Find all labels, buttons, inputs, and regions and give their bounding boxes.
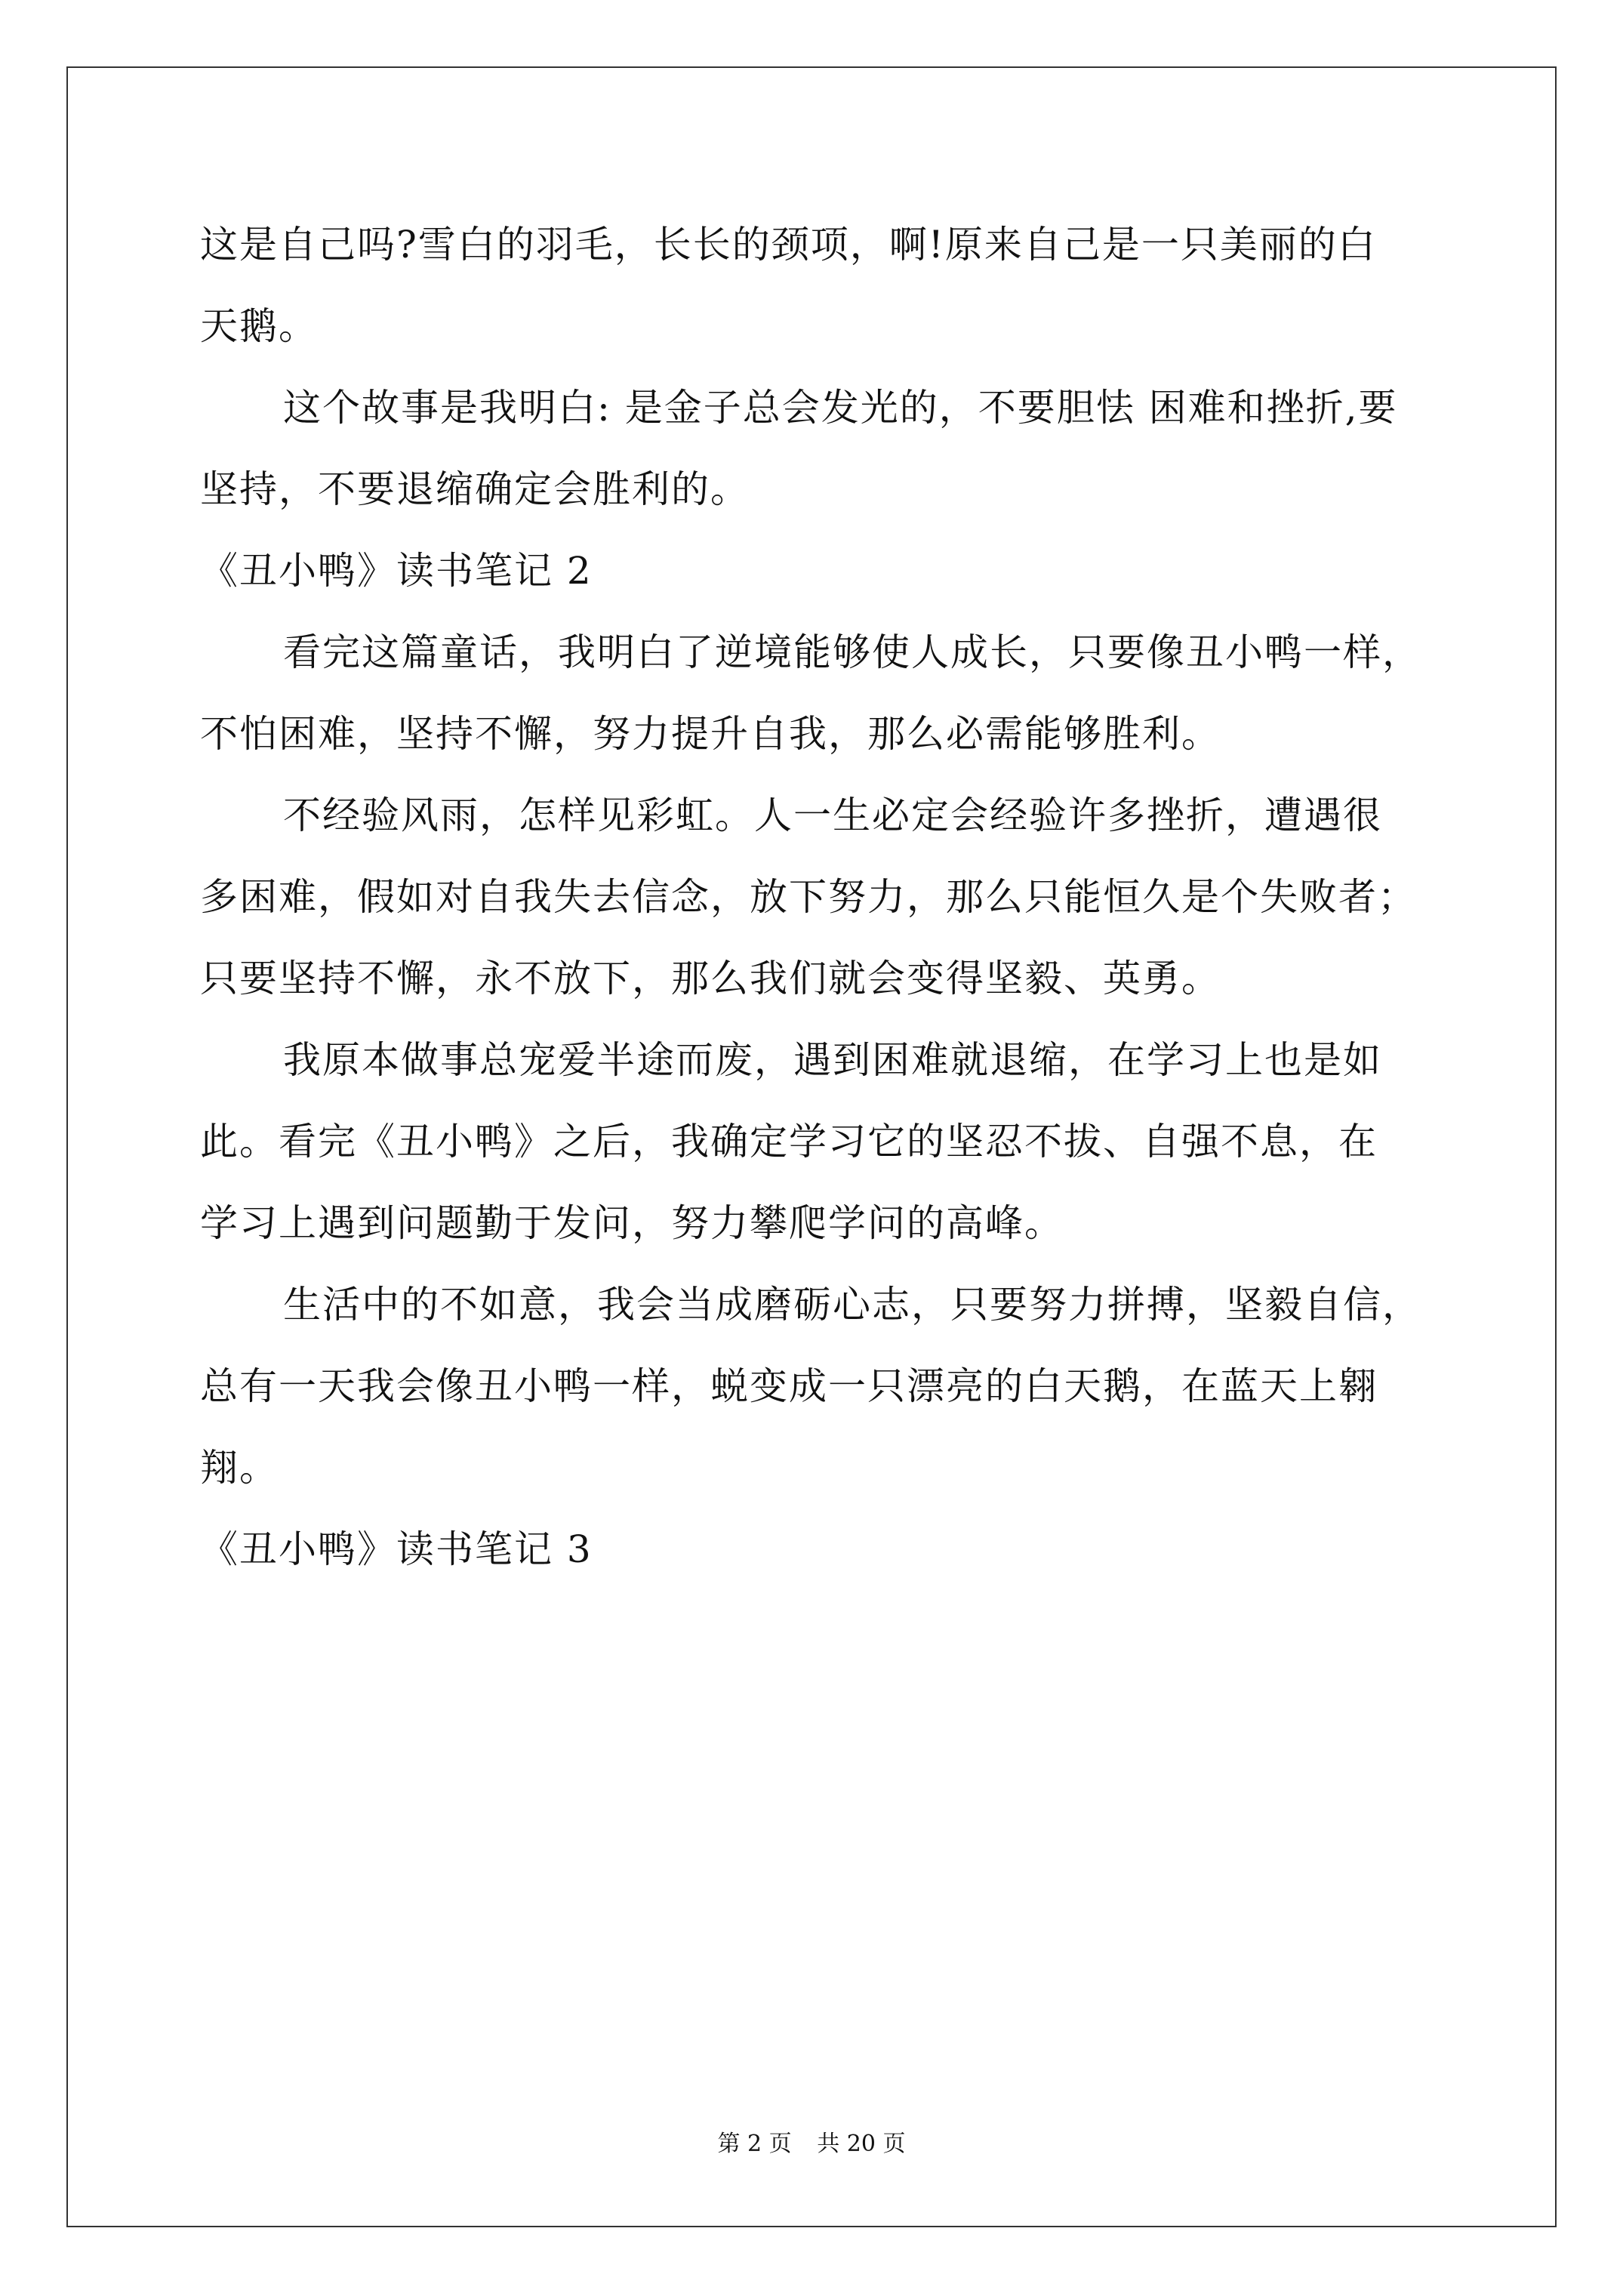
text-line: 只要坚持不懈，永不放下，那么我们就会变得坚毅、英勇。: [200, 957, 1221, 1000]
text-line: 此。看完《丑小鸭》之后，我确定学习它的坚忍不拔、自强不息，在: [200, 1120, 1378, 1163]
paragraph-first-line: 生活中的不如意，我会当成磨砺心志，只要努力拼搏，坚毅自信，: [283, 1283, 1421, 1327]
page-total: 共 20 页: [817, 2131, 906, 2157]
document-body: [200, 204, 1438, 1590]
section-heading: 《丑小鸭》读书笔记 3: [200, 1527, 593, 1571]
text-line: 天鹅。: [200, 304, 318, 348]
paragraph-first-line: 不经验风雨，怎样见彩虹。人一生必定会经验许多挫折，遭遇很: [283, 794, 1382, 837]
text-line: 多困难，假如对自我失去信念，放下努力，那么只能恒久是个失败者；: [200, 875, 1417, 919]
section-heading: 《丑小鸭》读书笔记 2: [200, 549, 593, 593]
text-line: 翔。: [200, 1446, 279, 1490]
text-line: 总有一天我会像丑小鸭一样，蜕变成一只漂亮的白天鹅，在蓝天上翱: [200, 1364, 1378, 1408]
paragraph-first-line: 我原本做事总宠爱半途而废，遇到困难就退缩，在学习上也是如: [283, 1038, 1382, 1082]
text-line: 学习上遇到问题勤于发问，努力攀爬学问的高峰。: [200, 1201, 1064, 1245]
text-line: 这是自己吗?雪白的羽毛，长长的颈项，啊!原来自己是一只美丽的白: [200, 223, 1377, 267]
paragraph-first-line: 看完这篇童话，我明白了逆境能够使人成长，只要像丑小鸭一样，: [283, 630, 1421, 674]
text-line: 不怕困难，坚持不懈，努力提升自我，那么必需能够胜利。: [200, 712, 1221, 756]
page-footer: [0, 2129, 1623, 2159]
paragraph-first-line: 这个故事是我明白: 是金子总会发光的，不要胆怯 困难和挫折,要: [283, 386, 1398, 430]
page-number: 第 2 页: [717, 2131, 792, 2157]
text-line: 坚持，不要退缩确定会胜利的。: [200, 467, 750, 511]
